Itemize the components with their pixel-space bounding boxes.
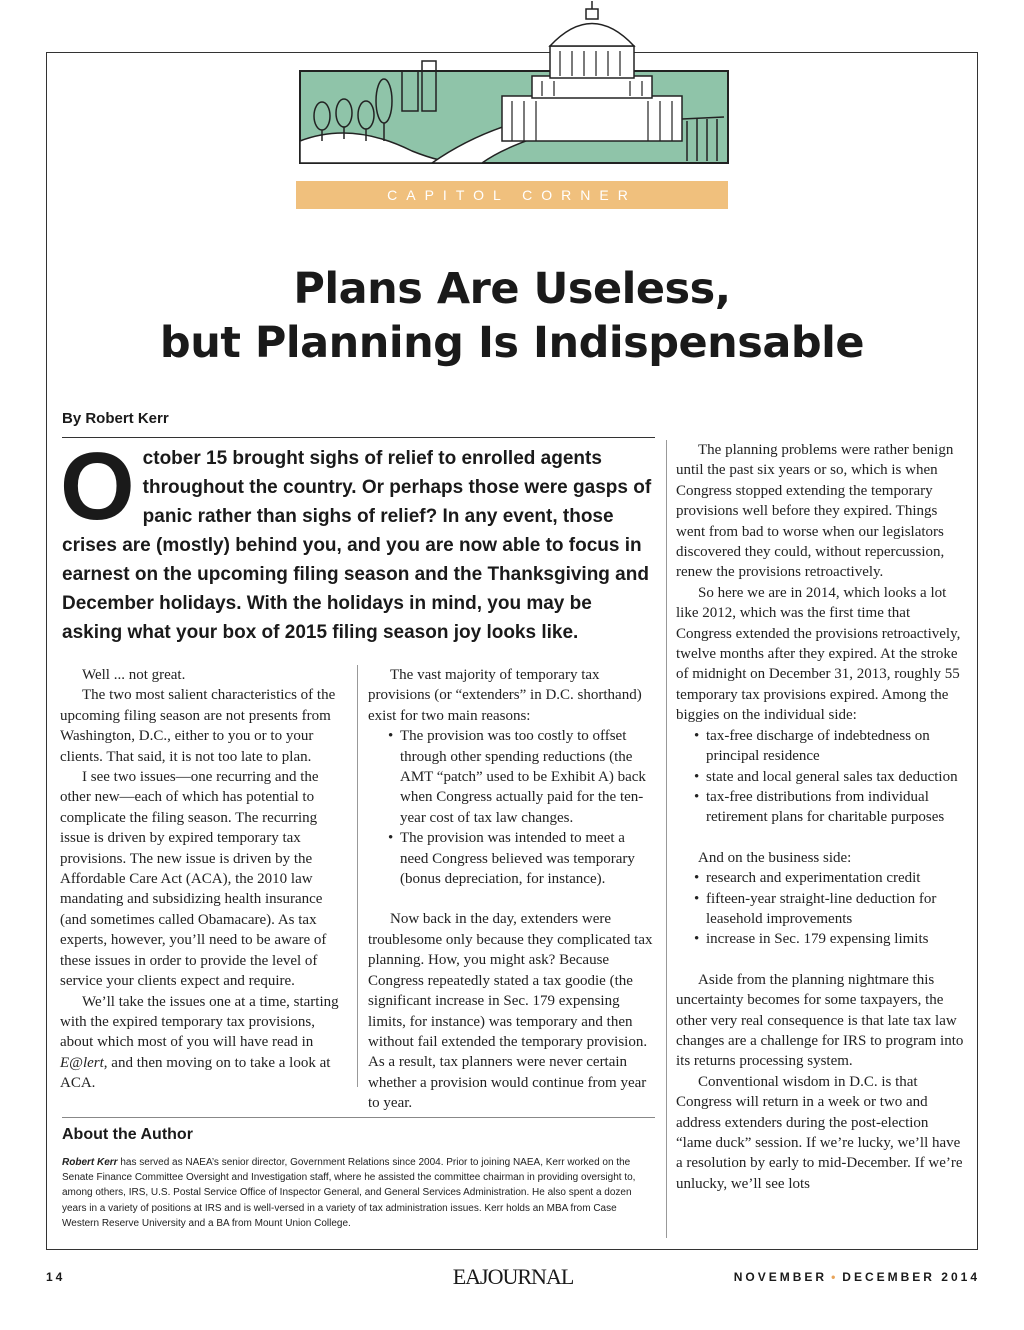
list-item: • increase in Sec. 179 expensing limits [676,929,966,949]
separator-dot: • [831,1270,839,1284]
paragraph-text: , and then moving on to take a look at ACA. [60,1054,331,1092]
list-item: • tax-free discharge of indebtedness on principal residence [676,726,966,767]
page-number: 14 [46,1270,66,1284]
column-2 [368,665,656,1114]
drop-cap: O [60,433,135,540]
lead-rule [62,437,655,438]
about-author-title: About the Author [62,1126,193,1143]
article-headline [100,262,924,370]
paragraph-text: We’ll take the issues one at a time, starting with the expired temporary tax provisions, about which most of you will have read in [60,993,339,1051]
business-provisions-list [676,868,966,950]
column-divider [357,665,358,1087]
lead-text: ctober 15 brought sighs of relief to enrolled agents throughout the country. Or perhaps those were gasps of panic rather than sighs of relief? In any event, those crises are (mostly) behind you, and you are now able to focus in earnest on the upcoming filing season and the Thanksgiving and December holidays. With the holidays in mind, you may be asking what your box of 2015 filing season joy looks like. [62,448,652,643]
column-1 [60,665,346,1094]
paragraph: Now back in the day, extenders were troublesome only because they complicated tax planning. How, you might ask? Because Congress repeatedly stated a tax goodie (the significant increase in Sec. 179 expensing limits, for instance) was temporary and then without fail extended the temporary provision. As a result, tax planners were never certain whether a provision would continue from year to year. [368,911,653,1112]
paragraph: So here we are in 2014, which looks a lot like 2012, which was the first time that Congress extended the provisions retroactively, twelve months after they expired. At the stroke of midnight on December 31, 2013, roughly 55 temporary tax provisions expired. Among the biggies on the individual side: [676,584,961,724]
list-item: • tax-free distributions from individual retirement plans for charitable purposes [676,787,966,828]
list-item: • The provision was too costly to offset through other spending reductions (the AMT “patch” used to be Exhibit A) back when Congress actually paid for the ten-year cost of tax law changes. [368,726,656,828]
paragraph: The planning problems were rather benign until the past six years or so, which is when Congress stopped extending the temporary provisions well before they expired. Things went from bad to worse when our legislators discovered they could, without repercussion, renew the provisions retroactively. [676,442,954,581]
paragraph: I see two issues—one recurring and the other new—each of which has potential to complicate the filing season. The recurring issue is driven by expired temporary tax provisions. The new issue is driven by the Affordable Care Act (ACA), the 2010 law mandating and subsidizing health insurance (and sometimes called Obamacare). As tax experts, however, you’ll need to be aware of these issues in order to provide the level of service your clients expect and require. [60,769,327,990]
column-divider [666,440,667,1238]
issue-date [734,1270,980,1284]
list-item: • research and experimentation credit [676,868,966,888]
reasons-list [368,726,656,889]
paragraph: And on the business side: [698,849,852,866]
list-item: • fifteen-year straight-line deduction for leasehold improvements [676,889,966,930]
elert-link-text: E@lert [60,1054,104,1071]
paragraph: Well ... not great. [82,667,186,683]
author-name: Robert Kerr [62,1157,118,1168]
issue-month-1: NOVEMBER [733,1270,828,1284]
about-author-text [62,1155,655,1231]
about-rule [62,1117,655,1118]
lead-paragraph [60,433,655,647]
paragraph [60,992,346,1094]
list-item: • state and local general sales tax deduction [676,767,966,787]
section-banner: CAPITOL CORNER [296,181,728,209]
byline: By Robert Kerr [62,410,169,427]
author-bio: has served as NAEA’s senior director, Government Relations since 2004. Prior to joining NAEA, Kerr worked on the Senate Finance Committee Oversight and Investigation staff, where he assisted the committee chairman in providing oversight to, among others, IRS, U.S. Postal Service Office of Inspector General, and General Services Administration. He also spent a dozen years in a variety of positions at IRS and is well-versed in a variety of tax administration issues. Kerr holds an MBA from Case Western Reserve University and a BA from Mount Union College. [62,1157,636,1229]
column-3 [676,440,966,1194]
individual-provisions-list [676,726,966,828]
capitol-building-illustration [292,1,730,176]
paragraph: Conventional wisdom in D.C. is that Congress will return in a week or two and address extenders during the post-election “lame duck” session. If we’re lucky, we’ll have a resolution by early to mid-December. If we’re unlucky, we’ll see lots [676,1073,963,1192]
issue-month-2: DECEMBER 2014 [842,1270,980,1284]
paragraph: Aside from the planning nightmare this uncertainty becomes for some taxpayers, the other very real consequence is that late tax law changes are a challenge for IRS to program into its returns processing system. [676,971,964,1070]
paragraph: The vast majority of temporary tax provisions (or “extenders” in D.C. shorthand) exist for two main reasons: [368,667,642,724]
headline-line-1: Plans Are Useless, [293,264,731,314]
list-item: • The provision was intended to meet a need Congress believed was temporary (bonus depreciation, for instance). [368,828,656,889]
headline-line-2: but Planning Is Indispensable [159,318,865,368]
publication-logo: EAJOURNAL [452,1264,574,1289]
paragraph: The two most salient characteristics of the upcoming filing season are not presents from Washington, D.C., either to you or to your clients. That said, it is not too late to plan. [60,687,336,765]
